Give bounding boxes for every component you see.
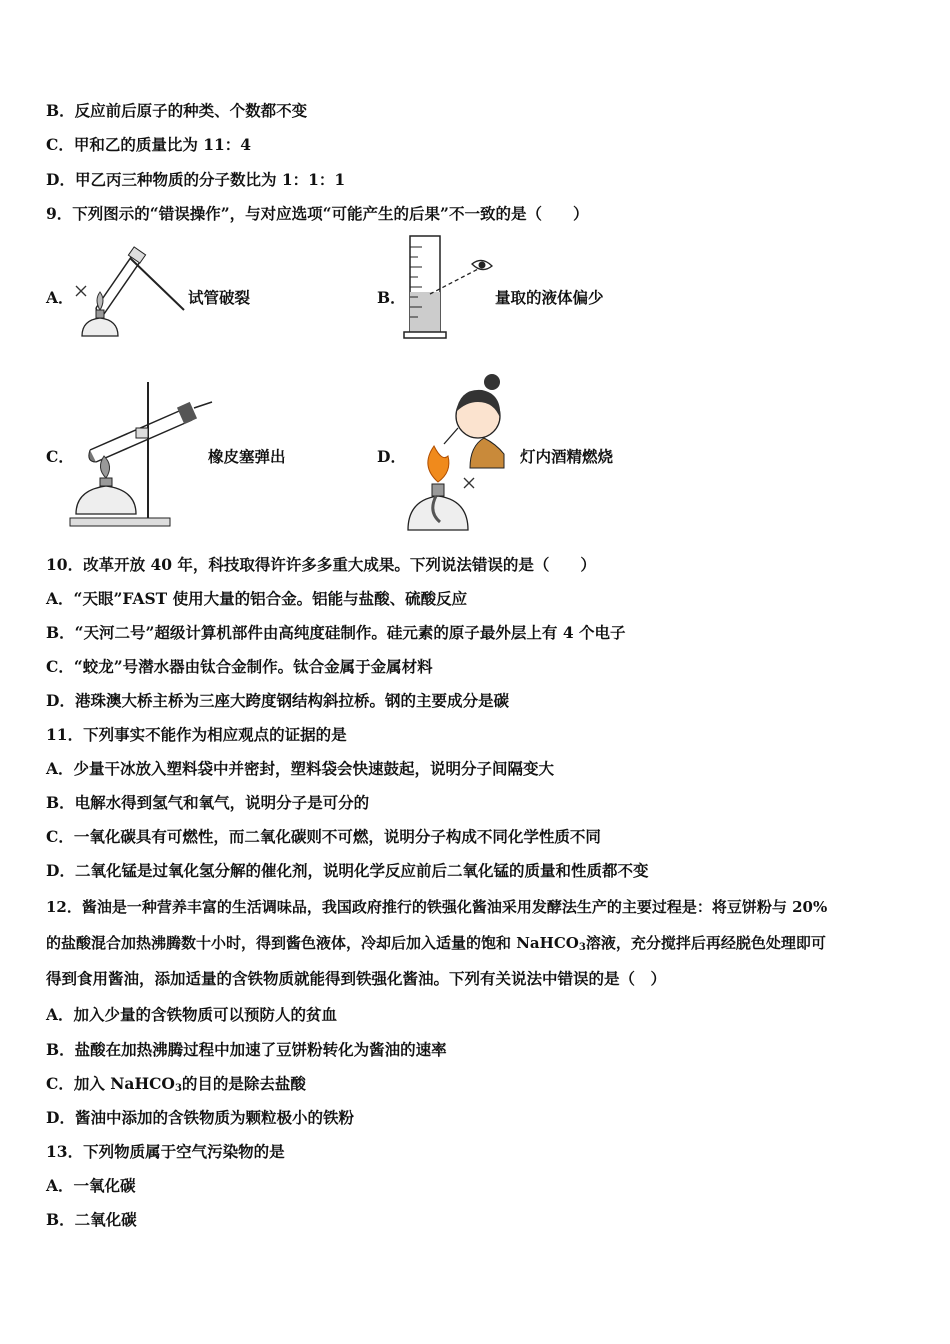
q9-figure-a-heating-tube	[72, 240, 188, 345]
q12-stem-line3: 得到食用酱油，添加适量的含铁物质就能得到铁强化酱油。下列有关说法中错误的是（ ）	[46, 969, 667, 988]
q11-option-b: B．电解水得到氢气和氧气，说明分子是可分的	[46, 793, 370, 812]
q13-stem: 13．下列物质属于空气污染物的是	[46, 1142, 285, 1161]
q10-option-d: D．港珠澳大桥主桥为三座大跨度钢结构斜拉桥。钢的主要成分是碳	[46, 691, 509, 710]
q8-option-c: C．甲和乙的质量比为 11：4	[46, 135, 252, 154]
q9-option-d-caption: 灯内酒精燃烧	[520, 447, 614, 466]
q9-option-b-letter: B．	[377, 288, 406, 307]
q8-option-d: D．甲乙丙三种物质的分子数比为 1：1：1	[46, 170, 346, 189]
q9-option-a-letter: A．	[46, 288, 74, 307]
q11-stem: 11．下列事实不能作为相应观点的证据的是	[46, 725, 347, 744]
q10-option-a: A．“天眼”FAST 使用大量的铝合金。铝能与盐酸、硫酸反应	[46, 589, 468, 608]
q10-option-c: C．“蛟龙”号潜水器由钛合金制作。钛合金属于金属材料	[46, 657, 433, 676]
q9-figure-c-iron-stand	[66, 378, 216, 532]
q12-option-d: D．酱油中添加的含铁物质为颗粒极小的铁粉	[46, 1108, 354, 1127]
q13-option-b: B．二氧化碳	[46, 1210, 137, 1229]
q12-option-c: C．加入 NaHCO$_3$的目的是除去盐酸	[46, 1074, 306, 1094]
q9-option-b-caption: 量取的液体偏少	[495, 288, 604, 307]
q13-option-a: A．一氧化碳	[46, 1176, 136, 1195]
q12-option-b: B．盐酸在加热沸腾过程中加速了豆饼粉转化为酱油的速率	[46, 1040, 447, 1059]
q9-option-c-letter: C．	[46, 447, 74, 466]
q9-figure-b-graduated-cylinder	[400, 232, 500, 344]
q11-option-c: C．一氧化碳具有可燃性，而二氧化碳则不可燃，说明分子构成不同化学性质不同	[46, 827, 601, 846]
q8-option-b: B．反应前后原子的种类、个数都不变	[46, 101, 308, 120]
q9-stem: 9．下列图示的“错误操作”，与对应选项“可能产生的后果”不一致的是（ ）	[46, 204, 589, 223]
q12-option-a: A．加入少量的含铁物质可以预防人的贫血	[46, 1005, 338, 1024]
q9-option-d-letter: D．	[377, 447, 406, 466]
q9-option-a-caption: 试管破裂	[188, 288, 251, 307]
q9-figure-d-blowing-lamp	[400, 372, 520, 536]
q12-stem-line1: 12．酱油是一种营养丰富的生活调味品，我国政府推行的铁强化酱油采用发酵法生产的主要过程是：将豆饼粉与 20%	[46, 898, 828, 916]
q10-stem: 10．改革开放 40 年，科技取得许许多多重大成果。下列说法错误的是（ ）	[46, 555, 596, 574]
q9-option-c-caption: 橡皮塞弹出	[208, 447, 286, 466]
q12-stem-line2: 的盐酸混合加热沸腾数十小时，得到酱色液体，冷却后加入适量的饱和 NaHCO$_3$溶液，充分搅拌后再经脱色处理即可	[46, 934, 826, 953]
q11-option-a: A．少量干冰放入塑料袋中并密封，塑料袋会快速鼓起，说明分子间隔变大	[46, 759, 555, 778]
q11-option-d: D．二氧化锰是过氧化氢分解的催化剂，说明化学反应前后二氧化锰的质量和性质都不变	[46, 861, 649, 880]
q10-option-b: B．“天河二号”超级计算机部件由高纯度硅制作。硅元素的原子最外层上有 4 个电子	[46, 623, 626, 642]
